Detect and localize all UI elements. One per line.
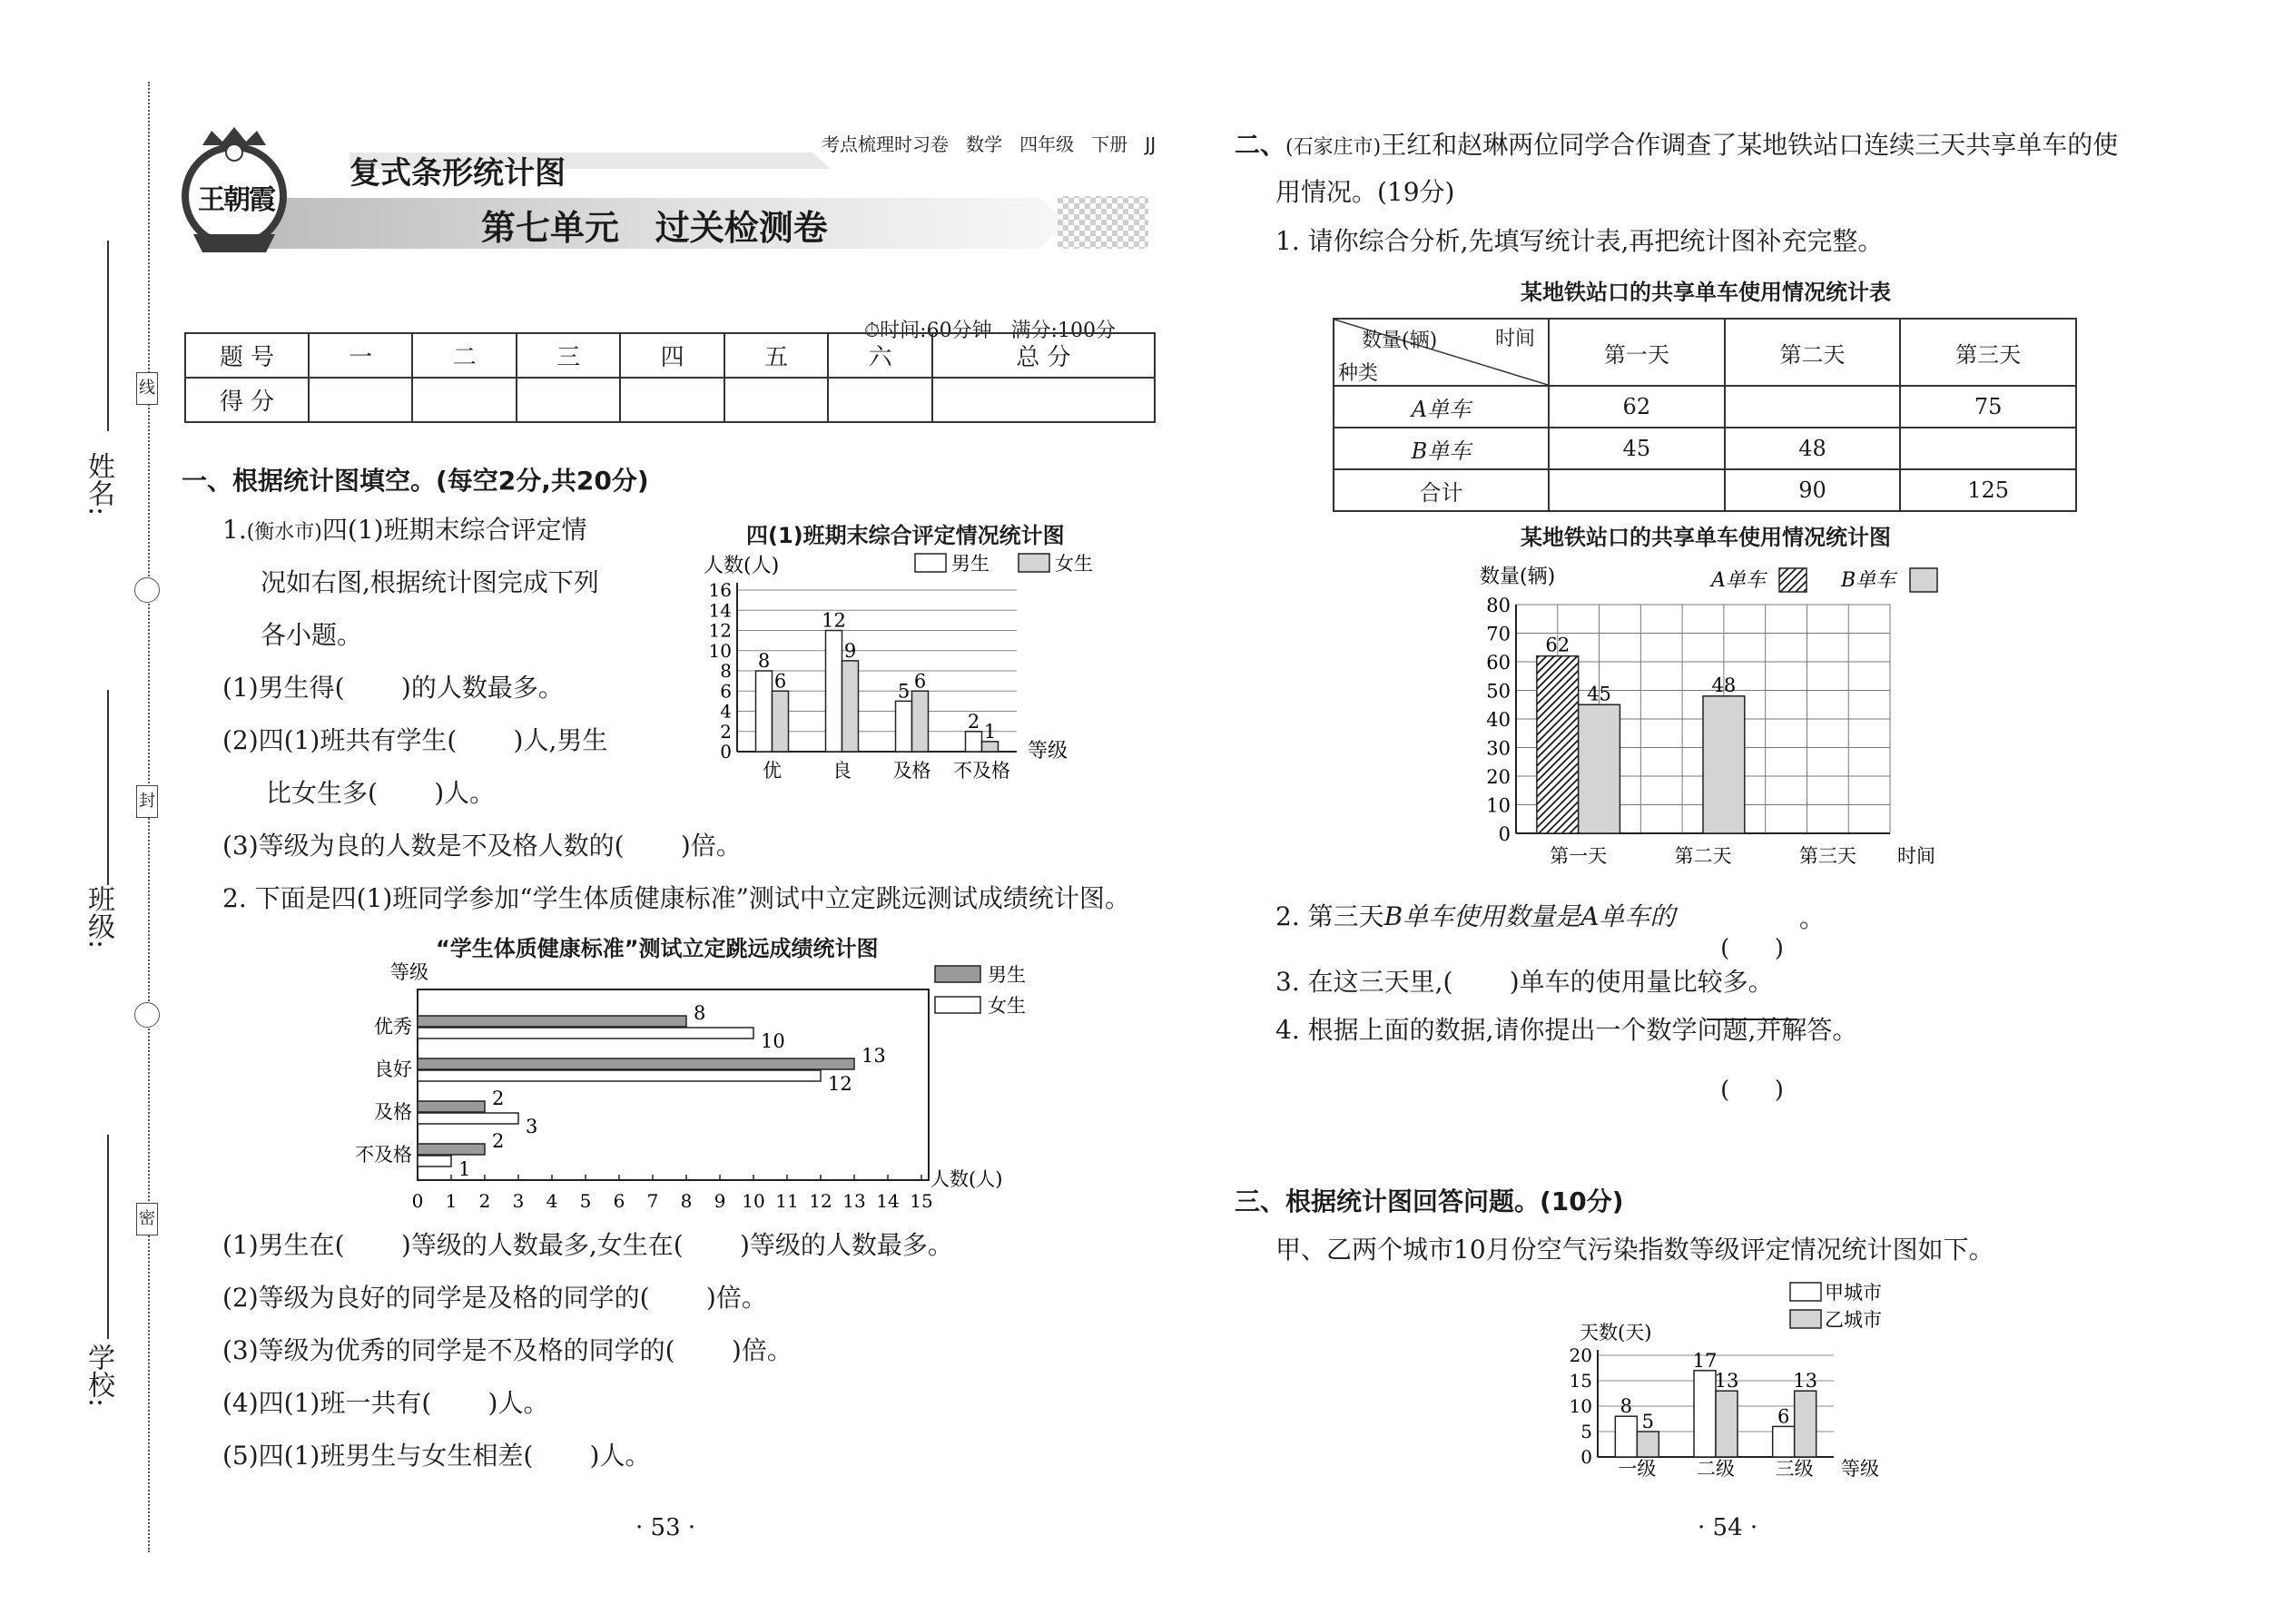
- chart1-xlabel: 等级: [1028, 740, 1068, 763]
- chart4-bar-b: [1716, 1391, 1738, 1457]
- chart4-legend-b: 乙城市: [1825, 1309, 1882, 1331]
- chart2-bar-girls: [418, 1113, 518, 1124]
- stats-row-b: [1334, 428, 2076, 469]
- chart1-data-label: 12: [822, 609, 846, 632]
- chart1-ytick: 16: [708, 579, 732, 601]
- chart4-bar-a: [1694, 1371, 1716, 1457]
- chart3-legend-swatch-a: [1779, 568, 1807, 592]
- chart4-legend-a: 甲城市: [1825, 1282, 1882, 1304]
- chart3-bar-b: [1579, 704, 1620, 833]
- chart3-legend-swatch-b: [1910, 568, 1937, 592]
- chart3-svg: [1471, 554, 1979, 867]
- chart4-data-label: 13: [1793, 1370, 1818, 1393]
- q1-line2: 况如右图,根据统计图完成下列: [261, 567, 599, 597]
- chart1-bar-boys: [826, 631, 842, 753]
- section2-number: 二、: [1235, 130, 1286, 160]
- chart2-data-label: 2: [492, 1130, 505, 1152]
- logo-text: 王朝霞: [198, 184, 274, 216]
- stats-day-header: 第二天: [1725, 319, 1901, 386]
- chart1-data-label: 8: [757, 650, 771, 672]
- chart1-xtick: 良: [832, 760, 852, 782]
- section3-heading: 三、根据统计图回答问题。(10分): [1235, 1186, 1624, 1216]
- chart1-legend-swatch-boys: [915, 554, 946, 572]
- chart2-xtick: 6: [613, 1190, 625, 1212]
- chart1-legend-girls: 女生: [1055, 553, 1093, 575]
- chart4-data-label: 13: [1714, 1370, 1739, 1393]
- chart2-bar-boys: [418, 1144, 485, 1155]
- stats-table: [1333, 318, 2077, 512]
- section1-heading: 一、根据统计图填空。(每空2分,共20分): [182, 466, 649, 496]
- chart3-title: 某地铁站口的共享单车使用情况统计图: [1521, 525, 1891, 550]
- name-label: 姓名:: [83, 452, 114, 517]
- chart3-ytick: 80: [1486, 595, 1511, 616]
- chart3-xtick: 第二天: [1674, 845, 1732, 867]
- page-number-left: · 53 ·: [635, 1514, 696, 1541]
- chart2-xtick: 7: [646, 1190, 659, 1212]
- chart2-data-label: 1: [458, 1158, 471, 1180]
- chart4-xtick: 二级: [1697, 1458, 1735, 1480]
- chart1-ytick: 12: [708, 619, 732, 642]
- chart1-data-label: 2: [967, 710, 980, 733]
- chart3-xtick: 第一天: [1550, 845, 1608, 867]
- chart2-xtick: 13: [842, 1190, 866, 1212]
- stats-row-label: B单车: [1334, 428, 1549, 469]
- chart1-ylabel: 人数(人): [704, 555, 780, 577]
- chart1-data-label: 1: [983, 720, 997, 743]
- school-blank[interactable]: [107, 1135, 109, 1339]
- chart1-bar-girls: [982, 742, 999, 752]
- chart3-data-label: 45: [1587, 683, 1611, 705]
- chart2-bar-boys: [418, 1101, 485, 1112]
- stats-cell: 125: [1900, 469, 2076, 511]
- chart1-ytick: 2: [720, 720, 732, 743]
- chart1-ytick: 4: [720, 700, 732, 723]
- chart4-xtick: 三级: [1775, 1458, 1814, 1480]
- clock-icon: ⏱: [864, 320, 881, 342]
- chart2-legend-boys: 男生: [988, 964, 1026, 986]
- section2-text: 王红和赵琳两位同学合作调查了某地铁站口连续三天共享单车的使: [1381, 130, 2119, 160]
- chart1-ytick: 8: [720, 660, 732, 682]
- class-blank[interactable]: [107, 690, 109, 885]
- corner-top: 时间: [1494, 328, 1535, 350]
- chart4-data-label: 5: [1641, 1411, 1655, 1432]
- chart4-data-label: 6: [1777, 1405, 1790, 1428]
- class-label: 班级:: [83, 885, 114, 950]
- chart1-ytick: 14: [708, 599, 732, 622]
- chart2-xtick: 4: [546, 1190, 558, 1212]
- chart4-bar-a: [1773, 1426, 1795, 1457]
- chart1-data-label: 5: [897, 680, 911, 703]
- header-banner: [159, 116, 1157, 275]
- fraction-denominator: ( ): [1720, 1077, 1784, 1104]
- chart2-xtick: 15: [910, 1190, 933, 1212]
- chart2-bar-boys: [418, 1016, 686, 1027]
- chart2-bar-girls: [418, 1156, 451, 1166]
- chart4-bar-a: [1615, 1416, 1637, 1457]
- score-col: 总 分: [932, 333, 1155, 378]
- q1-text: 四(1)班期末综合评定情: [321, 515, 587, 545]
- chart2-xtick: 2: [478, 1190, 491, 1212]
- chart2-xlabel: 人数(人): [930, 1168, 1003, 1190]
- stats-row-a: [1334, 386, 2076, 428]
- stats-cell: 45: [1549, 428, 1725, 469]
- chart3-legend-a: A单车: [1711, 569, 1766, 592]
- score-col: 三: [517, 333, 620, 378]
- score-col: 五: [724, 333, 828, 378]
- q1-sub2a: (2)四(1)班共有学生( )人,男生: [222, 725, 608, 755]
- chart2-title: “学生体质健康标准”测试立定跳远成绩统计图: [436, 936, 879, 961]
- chart2-ytick: 及格: [374, 1101, 412, 1123]
- q1-number: 1.: [222, 515, 247, 545]
- chart2-legend-girls: 女生: [988, 995, 1026, 1017]
- score-col: 一: [309, 333, 412, 378]
- chart1-bar-girls: [773, 691, 789, 752]
- chart3-ytick: 50: [1486, 680, 1511, 703]
- chart4-ytick: 5: [1580, 1421, 1592, 1442]
- chart2-xtick: 0: [411, 1190, 424, 1212]
- q1-source: (衡水市): [246, 521, 322, 544]
- grade: 四年级: [1019, 133, 1075, 155]
- stats-cell: 90: [1725, 469, 1901, 511]
- chart2-svg: [336, 953, 1062, 1221]
- section2-q3: 3. 在这三天里,( )单车的使用量比较多。: [1275, 967, 1774, 997]
- chart1-title: 四(1)班期末综合评定情况统计图: [746, 523, 1065, 548]
- stats-row-label: A单车: [1334, 386, 1549, 428]
- chart3-data-label: 48: [1711, 674, 1737, 696]
- section2-q2: [1275, 899, 1675, 935]
- chart1-legend-swatch-girls: [1019, 554, 1049, 572]
- chart2-ylabel: 等级: [390, 961, 428, 983]
- score-cell[interactable]: [724, 378, 828, 422]
- chart1-ytick: 0: [720, 741, 732, 763]
- q2-intro: 2. 下面是四(1)班同学参加“学生体质健康标准”测试中立定跳远测试成绩统计图。: [222, 883, 1130, 913]
- chart4-svg: [1543, 1275, 1943, 1489]
- chart1-bar-boys: [966, 732, 982, 752]
- chart2-legend-swatch-girls: [935, 997, 980, 1013]
- chart1-data-label: 9: [843, 639, 857, 662]
- score-col: 六: [828, 333, 931, 378]
- chart2-ytick: 良好: [374, 1058, 412, 1080]
- chart2-bar-girls: [418, 1028, 753, 1038]
- chart2-data-label: 13: [861, 1045, 886, 1067]
- score-cell[interactable]: [620, 378, 724, 422]
- stats-cell-blank[interactable]: [1549, 469, 1725, 511]
- chart2-xtick: 10: [742, 1190, 765, 1212]
- q1-line1: [222, 512, 587, 551]
- chart3-bar-b: [1703, 696, 1745, 833]
- chart2-xtick: 12: [809, 1190, 832, 1212]
- time-text: 时间:60分钟 满分:100分: [880, 320, 1116, 342]
- chart1-data-label: 6: [773, 670, 787, 693]
- series-name: 考点梳理时习卷: [822, 133, 949, 155]
- chart1-xtick: 及格: [892, 760, 931, 782]
- stats-cell-blank[interactable]: [1900, 428, 2076, 469]
- topic-title: 复式条形统计图: [350, 155, 566, 192]
- chart4-data-label: 17: [1692, 1349, 1718, 1372]
- chart3-xtick: 第三天: [1798, 845, 1856, 867]
- q2-sub2: (2)等级为良好的同学是及格的同学的( )倍。: [222, 1283, 767, 1313]
- q1-sub1: (1)男生得( )的人数最多。: [222, 673, 564, 703]
- score-table: [184, 332, 1156, 423]
- q1-sub2b: 比女生多( )人。: [266, 778, 496, 808]
- chart2-data-label: 12: [828, 1073, 852, 1095]
- stats-header-row: [1334, 319, 2076, 386]
- chart2-xtick: 9: [714, 1190, 726, 1212]
- section3-intro: 甲、乙两个城市10月份空气污染指数等级评定情况统计图如下。: [1275, 1235, 1994, 1265]
- stats-cell: 75: [1900, 386, 2076, 428]
- chart4-data-label: 8: [1620, 1395, 1633, 1418]
- edition: JJ: [1145, 133, 1157, 155]
- chart1-data-label: 6: [913, 670, 927, 693]
- chart1-legend-boys: 男生: [951, 553, 989, 575]
- chart3-xlabel: 时间: [1897, 845, 1935, 867]
- chart3-ylabel: 数量(辆): [1480, 566, 1556, 588]
- chart4-xlabel: 等级: [1841, 1458, 1879, 1480]
- chart1-bar-girls: [842, 661, 859, 752]
- binding-circle-mark: [134, 1002, 160, 1028]
- chart2-ytick: 不及格: [355, 1144, 412, 1166]
- corner-bottom: 种类: [1338, 362, 1379, 385]
- fraction-numerator: ( ): [1720, 935, 1784, 962]
- q2-text-a: 2. 第三天: [1275, 901, 1384, 931]
- chart4-ytick: 20: [1569, 1344, 1592, 1366]
- page-number-right: · 54 ·: [1698, 1514, 1758, 1541]
- q2-sub4: (4)四(1)班一共有( )人。: [222, 1388, 549, 1418]
- chart2-xtick: 1: [445, 1190, 458, 1212]
- chart2-xtick: 11: [775, 1190, 799, 1212]
- volume: 下册: [1091, 133, 1128, 155]
- chart2-data-label: 8: [694, 1002, 706, 1024]
- score-cell[interactable]: [309, 378, 412, 422]
- q2-text-b: B单车使用数量是A单车的: [1383, 901, 1676, 931]
- binding-mark-line: 线: [136, 372, 158, 405]
- score-cell[interactable]: [517, 378, 620, 422]
- chart1-xtick: 优: [763, 760, 782, 782]
- chart2-data-label: 3: [526, 1116, 538, 1137]
- chart2-xtick: 5: [579, 1190, 592, 1212]
- chart4-ytick: 10: [1569, 1395, 1592, 1417]
- chart3-legend-b: B单车: [1841, 569, 1896, 592]
- section2-heading: [1235, 127, 2118, 166]
- chart1-ytick: 6: [720, 680, 732, 703]
- chart3-ytick: 60: [1486, 652, 1511, 674]
- chart2-data-label: 10: [761, 1030, 785, 1052]
- stats-corner-cell: [1334, 319, 1549, 386]
- chart4-bar-b: [1795, 1391, 1816, 1457]
- chart2-data-label: 2: [492, 1088, 505, 1109]
- section2-source: (石家庄市): [1285, 136, 1382, 159]
- stats-cell-blank[interactable]: [1725, 386, 1901, 428]
- chart4-xtick: 一级: [1618, 1458, 1657, 1480]
- chart1-bar-boys: [756, 671, 773, 752]
- score-cell[interactable]: [828, 378, 931, 422]
- section2-q1: 1. 请你综合分析,先填写统计表,再把统计图补充完整。: [1275, 226, 1884, 256]
- score-cell[interactable]: [412, 378, 516, 422]
- binding-circle-mark: [134, 577, 160, 603]
- chart2-ytick: 优秀: [374, 1016, 412, 1038]
- q2-sub3: (3)等级为优秀的同学是不及格的同学的( )倍。: [222, 1335, 793, 1365]
- chart2-bar-boys: [418, 1058, 854, 1069]
- stats-row-total: [1334, 469, 2076, 511]
- chart3-ytick: 0: [1498, 823, 1511, 845]
- score-row-head: 题 号: [185, 333, 309, 378]
- chart3-data-label: 62: [1545, 634, 1570, 656]
- score-value-row: [185, 378, 1155, 422]
- chart3-ytick: 40: [1486, 709, 1511, 731]
- chart3-bar-a: [1537, 656, 1579, 833]
- score-header-row: [185, 333, 1155, 378]
- chart1-bar-girls: [912, 691, 929, 752]
- binding-mark-seal: 封: [136, 785, 158, 818]
- chart1-bar-boys: [896, 701, 912, 752]
- binding-mark-close: 密: [136, 1203, 158, 1235]
- q2-sub1: (1)男生在( )等级的人数最多,女生在( )等级的人数最多。: [222, 1230, 953, 1260]
- q1-line3: 各小题。: [261, 620, 363, 650]
- stats-cell: 62: [1549, 386, 1725, 428]
- stats-table-title: 某地铁站口的共享单车使用情况统计表: [1521, 280, 1891, 305]
- subject: 数学: [966, 133, 1003, 155]
- q1-sub3: (3)等级为良的人数是不及格人数的( )倍。: [222, 831, 742, 861]
- score-col: 二: [412, 333, 516, 378]
- stats-day-header: 第一天: [1549, 319, 1725, 386]
- chart2-bar-girls: [418, 1070, 821, 1081]
- unit-title: 第七单元 过关检测卷: [481, 208, 828, 248]
- name-blank[interactable]: [107, 241, 109, 431]
- chart4-ytick: 0: [1580, 1446, 1592, 1468]
- section2-q4: 4. 根据上面的数据,请你提出一个数学问题,并解答。: [1275, 1015, 1858, 1045]
- score-col: 四: [620, 333, 724, 378]
- chart3-ytick: 10: [1486, 794, 1511, 817]
- chart4-bar-b: [1637, 1432, 1659, 1457]
- chart4-legend-swatch-a: [1790, 1283, 1821, 1301]
- chart2-xtick: 8: [680, 1190, 693, 1212]
- stats-row-label: 合计: [1334, 469, 1549, 511]
- score-row-head: 得 分: [185, 378, 309, 422]
- q2-sub5: (5)四(1)班男生与女生相差( )人。: [222, 1441, 651, 1471]
- chart4-ytick: 15: [1569, 1370, 1592, 1392]
- chart4-ylabel: 天数(天): [1580, 1322, 1652, 1343]
- fraction-blank[interactable]: [1707, 881, 1797, 1131]
- stats-day-header: 第三天: [1900, 319, 2076, 386]
- stats-cell: 48: [1725, 428, 1901, 469]
- chart1-xtick: 不及格: [953, 760, 1010, 782]
- chart3-ytick: 30: [1486, 737, 1511, 760]
- score-cell[interactable]: [932, 378, 1155, 422]
- chart4-legend-swatch-b: [1790, 1310, 1821, 1328]
- chart2-legend-swatch-boys: [935, 966, 980, 982]
- chart1-svg: [699, 545, 1135, 790]
- chart2-xtick: 14: [876, 1190, 900, 1212]
- chart3-ytick: 70: [1486, 623, 1511, 645]
- chart3-ytick: 20: [1486, 766, 1511, 788]
- section2-heading-b: 用情况。(19分): [1275, 177, 1455, 207]
- school-label: 学校:: [83, 1343, 114, 1408]
- corner-mid: 数量(辆): [1362, 330, 1438, 352]
- q2-end: 。: [1799, 903, 1826, 933]
- chart2-xtick: 3: [512, 1190, 525, 1212]
- chart1-ytick: 10: [708, 639, 732, 662]
